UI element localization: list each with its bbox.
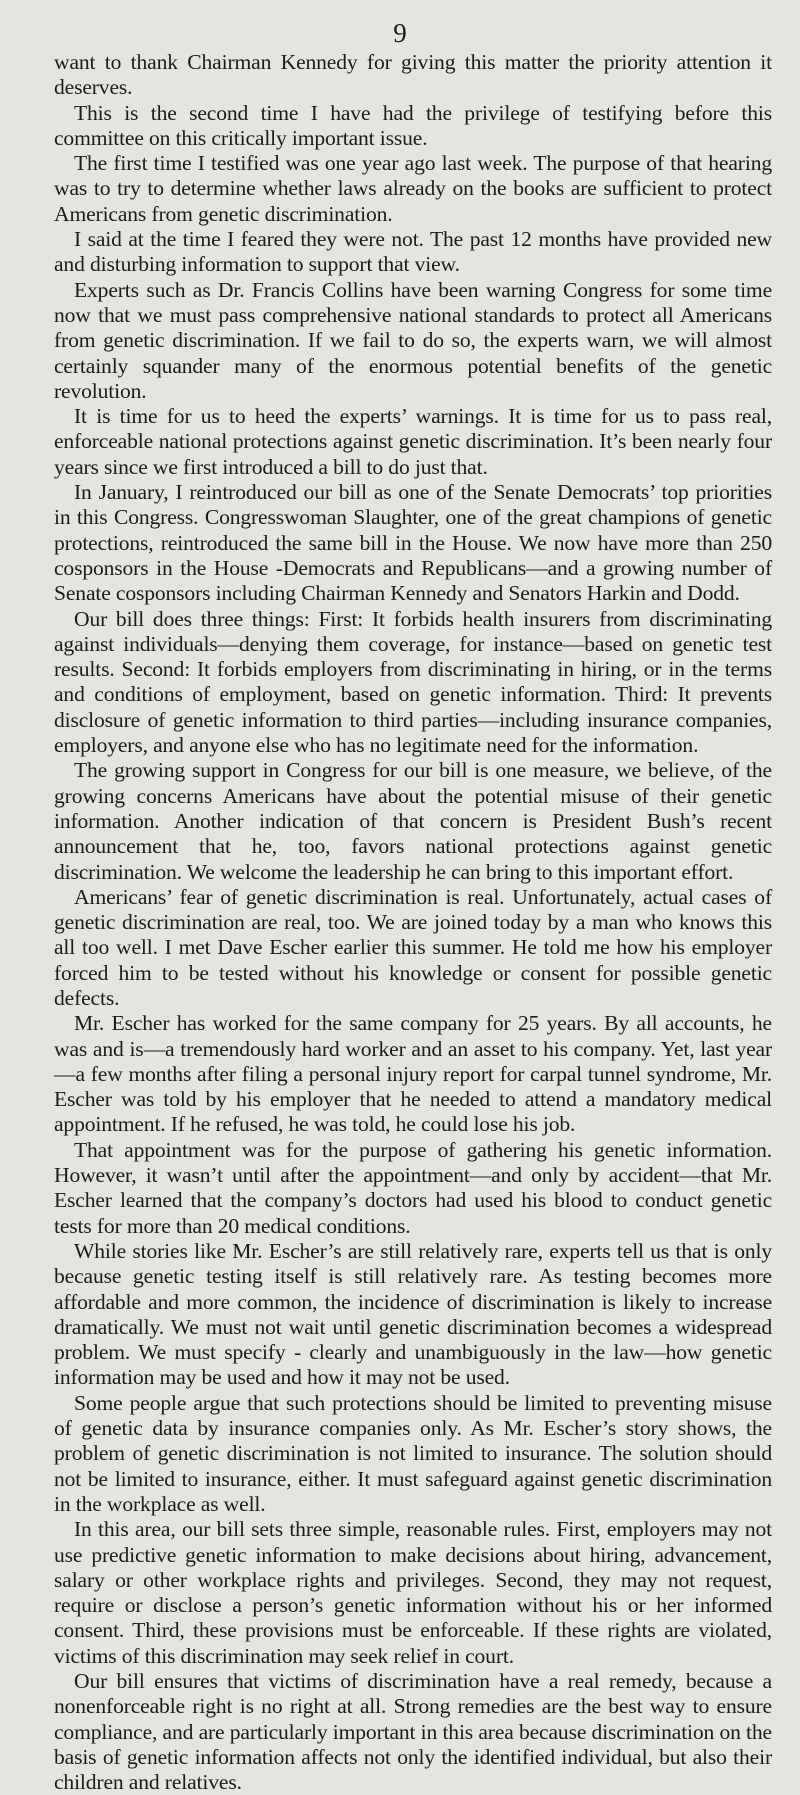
paragraph: The first time I testified was one year ago last week. The purpose of that hearing was to try to determine whether laws already on the books are sufficient to protect Americans from genetic discrimination. — [54, 151, 772, 226]
paragraph: Our bill ensures that victims of discrimination have a real remedy, because a nonenforceable right is no right at all. Strong remedies are the best way to ensure compliance, and are particularly important in this area because discrimination on the basis of genetic information affects not only the identified individual, but also their children and relatives. — [54, 1669, 772, 1795]
paragraph: The growing support in Congress for our bill is one measure, we believe, of the growing concerns Americans have about the potential misuse of their genetic information. Another indication of that concern is President Bush’s recent announcement that he, too, favors national protections against genetic discrimination. We welcome the leadership he can bring to this important effort. — [54, 758, 772, 884]
paragraph: This is the second time I have had the privilege of testifying before this committee on this critically important issue. — [54, 100, 772, 150]
page-number: 9 — [393, 18, 407, 48]
paragraph: That appointment was for the purpose of gathering his genetic information. However, it wasn’t until after the appointment—and only by accident—that Mr. Escher learned that the company’s doctors had used his blood to conduct genetic tests for more than 20 medical conditions. — [54, 1137, 772, 1238]
paragraph: Experts such as Dr. Francis Collins have been warning Congress for some time now that we must pass comprehensive national standards to protect all Americans from genetic discrimination. If we fail to do so, the experts warn, we will almost certainly squander many of the enormous potential benefits of the genetic revolution. — [54, 277, 772, 403]
paragraph: Americans’ fear of genetic discrimination is real. Unfortunately, actual cases of genetic discrimination are real, too. We are joined today by a man who knows this all too well. I met Dave Escher earlier this summer. He told me how his employer forced him to be tested without his knowledge or consent for possible genetic defects. — [54, 884, 772, 1010]
paragraph: While stories like Mr. Escher’s are still relatively rare, experts tell us that is only because genetic testing itself is still relatively rare. As testing becomes more affordable and more common, the incidence of discrimination is likely to increase dramatically. We must not wait until genetic discrimination becomes a widespread problem. We must specify - clearly and unambiguously in the law—how genetic information may be used and how it may not be used. — [54, 1238, 772, 1390]
paragraph: Mr. Escher has worked for the same company for 25 years. By all accounts, he was and is—a tremendously hard worker and an asset to his company. Yet, last year—a few months after filing a personal injury report for carpal tunnel syndrome, Mr. Escher was told by his employer that he needed to attend a mandatory medical appointment. If he refused, he was told, he could lose his job. — [54, 1011, 772, 1137]
paragraph: In this area, our bill sets three simple, reasonable rules. First, employers may not use predictive genetic information to make decisions about hiring, advancement, salary or other workplace rights and privileges. Second, they may not request, require or disclose a person’s genetic information without his or her informed consent. Third, these provisions must be enforceable. If these rights are violated, victims of this discrimination may seek relief in court. — [54, 1517, 772, 1668]
paragraph-continuation: want to thank Chairman Kennedy for giving this matter the priority attention it deserves. — [54, 50, 772, 100]
paragraph: I said at the time I feared they were not. The past 12 months have provided new and disturbing information to support that view. — [54, 227, 772, 277]
paragraph: It is time for us to heed the experts’ warnings. It is time for us to pass real, enforceable national protections against genetic discrimination. It’s been nearly four years since we first introduced a bill to do just that. — [54, 404, 772, 479]
paragraph: In January, I reintroduced our bill as one of the Senate Democrats’ top priorities in this Congress. Congresswoman Slaughter, one of the great champions of genetic protections, reintroduced the same bill in the House. We now have more than 250 cosponsors in the House -Democrats and Republicans—and a growing number of Senate cosponsors including Chairman Kennedy and Senators Harkin and Dodd. — [54, 480, 772, 606]
testimony-text — [54, 50, 772, 1795]
paragraph: Some people argue that such protections should be limited to preventing misuse of genetic data by insurance companies only. As Mr. Escher’s story shows, the problem of genetic discrimination is not limited to insurance. The solution should not be limited to insurance, either. It must safeguard against genetic discrimination in the workplace as well. — [54, 1390, 772, 1516]
paragraph: Our bill does three things: First: It forbids health insurers from discriminating against individuals—denying them coverage, for instance—based on genetic test results. Second: It forbids employers from discriminating in hiring, or in the terms and conditions of employment, based on genetic information. Third: It prevents disclosure of genetic information to third parties—including insurance companies, employers, and anyone else who has no legitimate need for the information. — [54, 606, 772, 758]
